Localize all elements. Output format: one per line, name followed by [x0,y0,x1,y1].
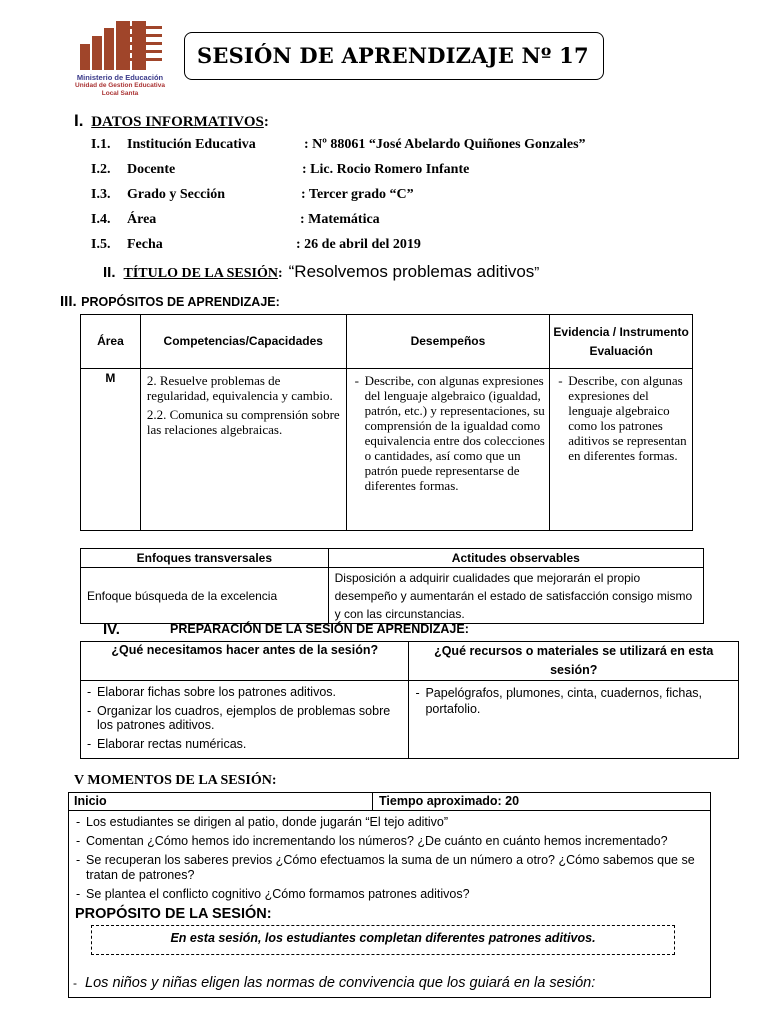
proposito-box [91,925,675,955]
actitud-cell: Disposición a adquirir cualidades que mejorarán el propio desempeño y aumentarán el estado de satisfacción consigo mismo y con las circunstancias. [328,568,703,624]
info-row-grado [91,187,414,203]
enfoques-header-row [81,549,704,568]
preparation-header-row [81,642,739,681]
info-label: Área [127,212,157,227]
desempenos-cell [346,369,550,531]
info-number: I.5. [91,237,111,252]
section-3-heading [60,293,280,311]
moments-box [68,792,711,998]
session-title: “Resolvemos problemas aditivos [288,262,535,281]
info-value: : Tercer grado “C” [301,187,414,202]
inicio-item: - Se plantea el conflicto cognitivo ¿Cómo formamos patrones aditivos? [72,887,697,902]
logo-line-ministry: Ministerio de Educación [76,73,164,82]
section-1-colon: : [263,114,269,130]
section-1-label: DATOS INFORMATIVOS [91,114,264,130]
resources-cell [409,681,739,759]
before-cell [81,681,409,759]
tiempo-label: Tiempo aproximado: 20 [373,793,710,811]
ministry-logo-icon [76,18,164,72]
purposes-table [80,314,693,531]
enfoques-table [80,548,704,624]
info-row-fecha [91,237,421,253]
preparation-table [80,641,739,759]
enfoques-row [81,568,704,624]
info-value: : 26 de abril del 2019 [296,237,421,252]
info-label: Docente [127,162,176,177]
info-label: Grado y Sección [127,187,225,202]
info-value: : Nº 88061 “José Abelardo Quiñones Gonzales” [304,137,586,152]
section-4-number: IV. [103,621,120,638]
normas-dash: - [73,976,77,990]
purposes-header-row [81,315,693,369]
section-2-colon: : [277,266,283,281]
section-1-heading [74,111,269,131]
page-title: SESIÓN DE APRENDIZAJE Nº 17 [197,43,589,68]
info-label: Institución Educativa [127,137,256,152]
section-3-label: PROPÓSITOS DE APRENDIZAJE: [81,295,280,309]
section-4-label: PREPARACIÓN DE LA SESIÓN DE APRENDIZAJE: [170,622,469,636]
section-1-number: I. [74,111,84,130]
enfoque-cell: Enfoque búsqueda de la excelencia [81,568,329,624]
competencias-cell [140,369,346,531]
header-competencias: Competencias/Capacidades [140,315,346,369]
area-cell: M [81,369,141,531]
section-5-heading: V MOMENTOS DE LA SESIÓN: [74,773,277,788]
desempeno-item: - Describe, con algunas expresiones del lenguaje algebraico (igualdad, patrón, etc.) y representaciones, su comprensión de la igualdad como equivalencia entre dos colecciones o cantidades, así como que un patrón puede representarse de diferentes formas. [351,373,546,493]
before-item: - Elaborar rectas numéricas. [83,737,404,751]
info-value: : Lic. Rocio Romero Infante [302,162,470,177]
normas-text: Los niños y niñas eligen las normas de convivencia que los guiará en la sesión: [85,975,596,991]
before-item: - Elaborar fichas sobre los patrones aditivos. [83,685,404,699]
purposes-row [81,369,693,531]
competencia-item: 2. Resuelve problemas de regularidad, equivalencia y cambio. [146,373,333,403]
inicio-list [72,815,697,902]
evidencia-cell [550,369,693,531]
ministry-logo [64,18,176,100]
header-enfoques: Enfoques transversales [81,549,329,568]
inicio-item: - Los estudiantes se dirigen al patio, donde jugarán “El tejo aditivo” [72,815,697,830]
info-row-docente [91,162,470,178]
evidencia-item: - Describe, con algunas expresiones del lenguaje algebraico como los patrones aditivos se representan en diferentes formas. [554,373,688,463]
info-value: : Matemática [300,212,380,227]
normas-line [73,975,595,991]
inicio-label: Inicio [69,793,373,811]
info-number: I.2. [91,162,111,177]
info-row-area [91,212,380,228]
preparation-row [81,681,739,759]
capacidad-item: 2.2. Comunica su comprensión sobre las relaciones algebraicas. [146,407,340,437]
session-title-close-quote: ” [534,264,540,281]
section-2-number: II. [103,264,116,281]
info-number: I.1. [91,137,111,152]
section-3-number: III. [60,293,77,310]
header-desempenos: Desempeños [346,315,550,369]
info-number: I.4. [91,212,111,227]
info-number: I.3. [91,187,111,202]
header-resources: ¿Qué recursos o materiales se utilizará en esta sesión? [409,642,739,681]
inicio-item: - Comentan ¿Cómo hemos ido incrementando los números? ¿De cuánto en cuánto hemos incrementado? [72,834,697,849]
title-box [184,32,604,80]
logo-line-ugel: Unidad de Gestion Educativa Local Santa [75,82,165,97]
resource-item: - Papelógrafos, plumones, cinta, cuadernos, fichas, portafolio. [411,685,734,717]
header-actitudes: Actitudes observables [328,549,703,568]
header-evidencia: Evidencia / Instrumento Evaluación [550,315,693,369]
section-4-heading [103,621,469,639]
before-item: - Organizar los cuadros, ejemplos de problemas sobre los patrones aditivos. [83,704,404,732]
proposito-label: PROPÓSITO DE LA SESIÓN: [75,906,272,922]
section-2-heading [103,262,539,282]
proposito-text: En esta sesión, los estudiantes completan diferentes patrones aditivos. [170,931,596,945]
inicio-item: - Se recuperan los saberes previos ¿Cómo efectuamos la suma de un número a otro? ¿Cómo sabemos que se tratan de patrones? [72,853,697,883]
info-row-institucion [91,137,586,153]
info-label: Fecha [127,237,163,252]
header-area: Área [81,315,141,369]
header-before: ¿Qué necesitamos hacer antes de la sesión? [81,642,409,681]
section-2-label: TÍTULO DE LA SESIÓN [123,266,278,281]
